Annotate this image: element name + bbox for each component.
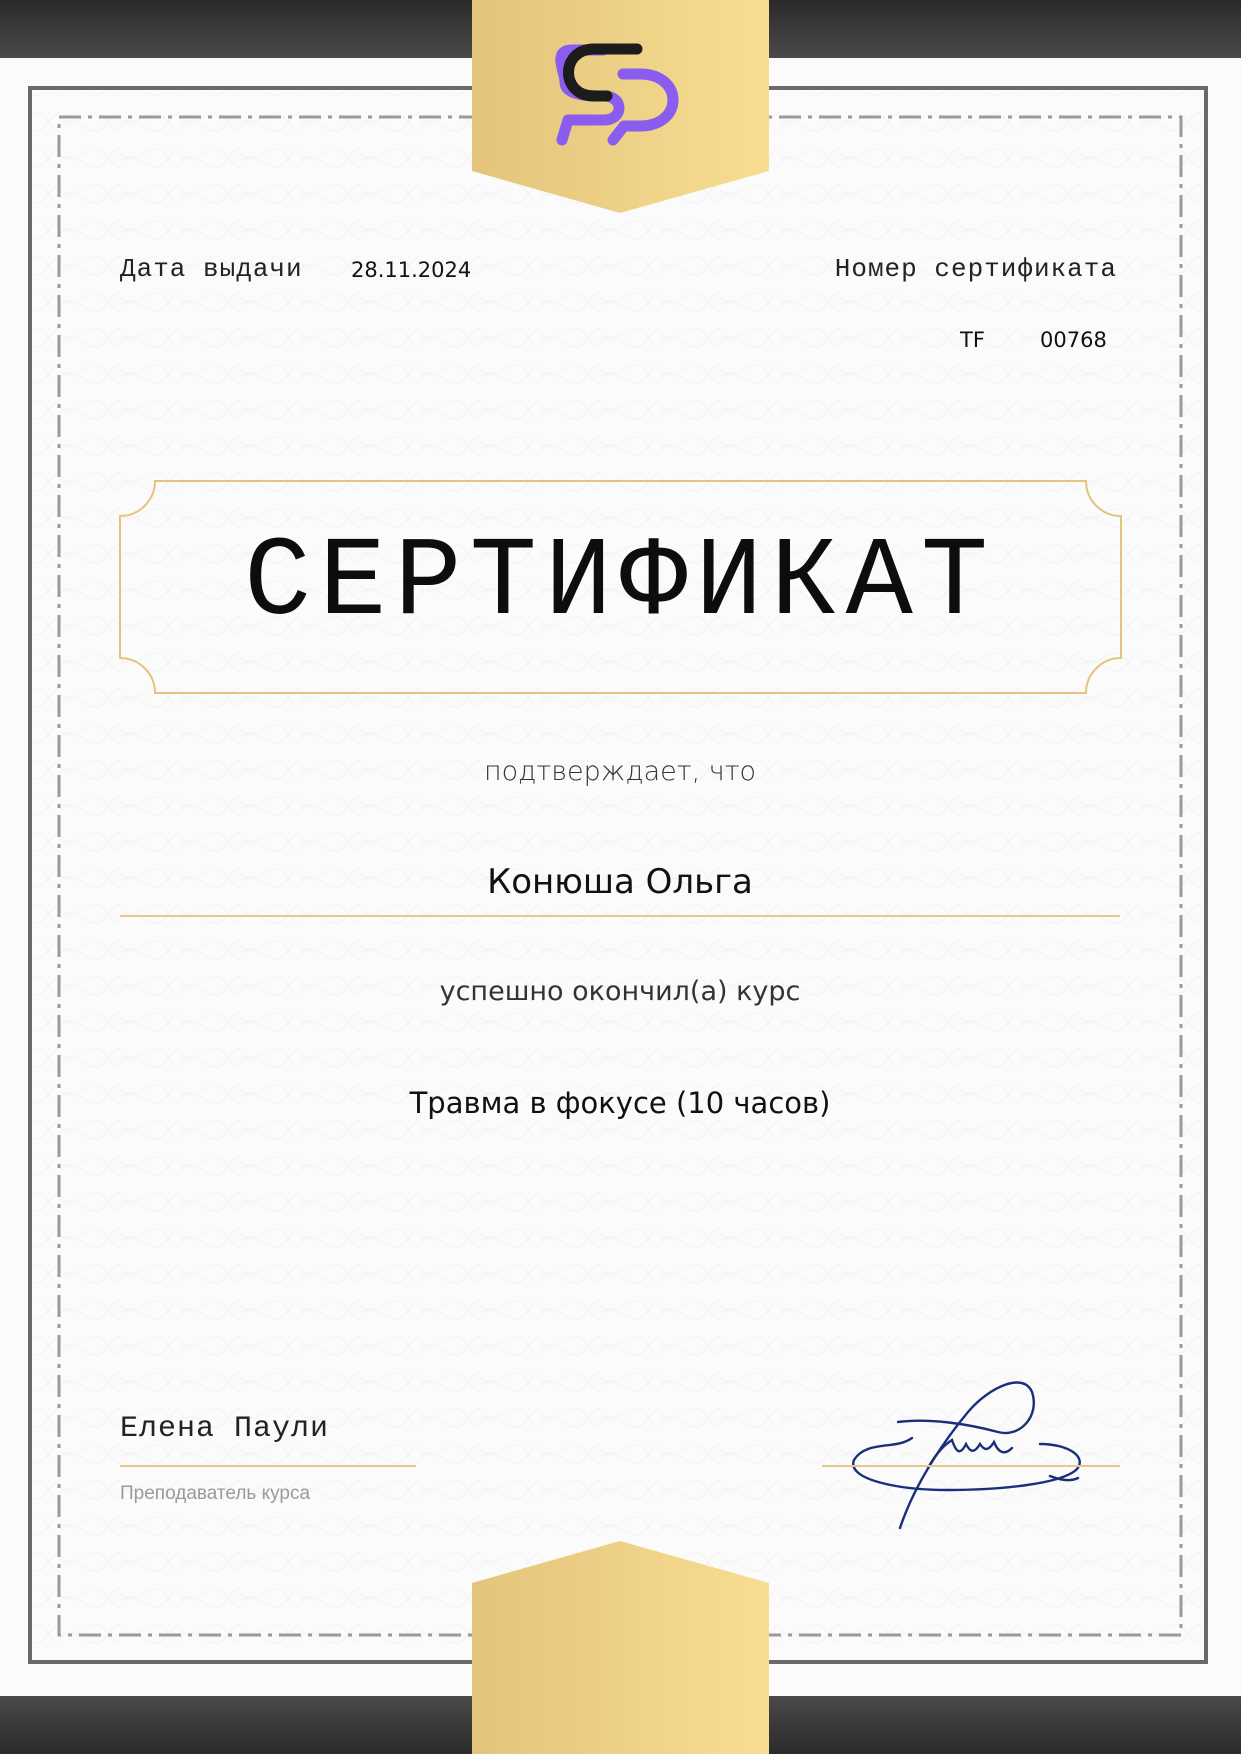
certificate-number-value: 00768 (1040, 328, 1107, 352)
teacher-underline (120, 1465, 416, 1467)
completed-text: успешно окончил(а) курс (439, 976, 801, 1007)
bottom-gold-ribbon (472, 1541, 769, 1754)
certificate-number-label: Номер сертификата (834, 254, 1117, 284)
course-name: Травма в фокусе (10 часов) (409, 1086, 831, 1120)
issue-date-value: 28.11.2024 (351, 258, 472, 282)
recipient-name: Конюша Ольга (487, 862, 753, 902)
certificate-title: СЕРТИФИКАТ (243, 520, 997, 647)
teacher-role: Преподаватель курса (120, 1483, 311, 1504)
issue-date-label: Дата выдачи (120, 254, 303, 284)
recipient-underline (120, 915, 1120, 917)
teacher-name: Елена Паули (120, 1412, 330, 1446)
signature-line (822, 1465, 1120, 1467)
confirms-text: подтверждает, что (483, 756, 757, 787)
certificate-number-prefix: TF (960, 328, 985, 352)
